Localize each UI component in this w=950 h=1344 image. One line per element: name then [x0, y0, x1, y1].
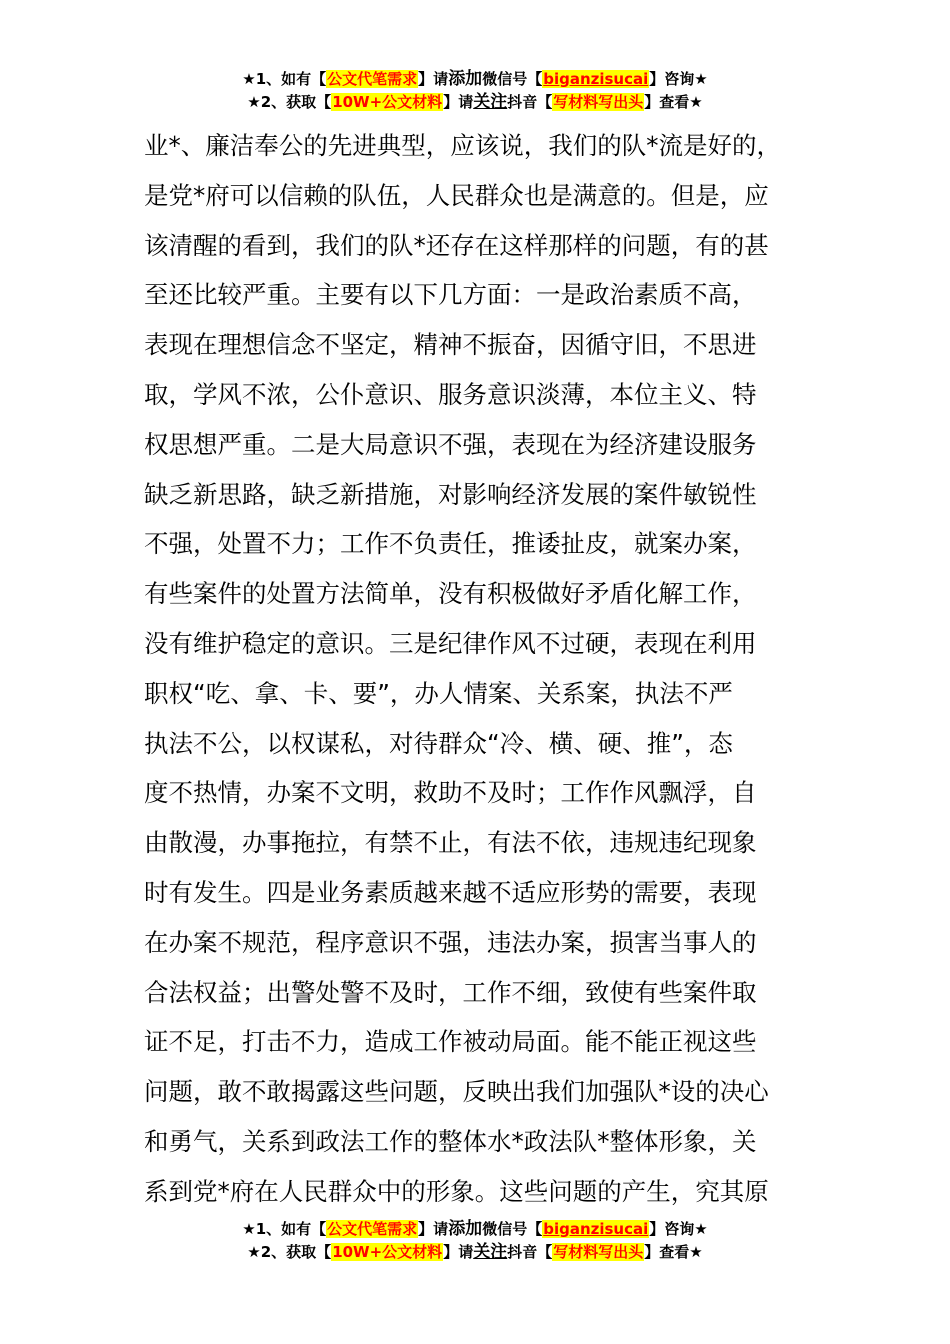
- document-body: [144, 121, 844, 1217]
- promo-text: 】请: [418, 1220, 449, 1238]
- promo-highlight: 10W+公文材料: [332, 93, 443, 111]
- promo-line-1: [0, 68, 950, 91]
- body-line: 有些案件的处置方法简单，没有积极做好矛盾化解工作，: [144, 579, 757, 609]
- body-line: 没有维护稳定的意识。三是纪律作风不过硬，表现在利用: [144, 628, 757, 658]
- body-line: 执法不公，以权谋私，对待群众“冷、横、硬、推”，态: [144, 728, 733, 758]
- promo-line-2: [0, 91, 950, 114]
- body-line: 至还比较严重。主要有以下几方面：一是政治素质不高，: [144, 280, 757, 310]
- promo-wechat-id: biganzisucai: [543, 70, 649, 88]
- body-line: 和勇气，关系到政法工作的整体水*政法队*整体形象，关: [144, 1126, 757, 1156]
- promo-text: 】请: [443, 93, 474, 111]
- promo-text: 】请: [418, 70, 449, 88]
- body-line: 度不热情，办案不文明，救助不及时；工作作风飘浮，自: [144, 778, 757, 808]
- body-line: 不强，处置不力；工作不负责任，推诿扯皮，就案办案，: [144, 529, 757, 559]
- body-line: 职权“吃、拿、卡、要”，办人情案、关系案，执法不严: [144, 678, 733, 708]
- promo-highlight: 公文代笔需求: [327, 1220, 418, 1238]
- top-promo-banner: [0, 68, 950, 114]
- body-line: 由散漫，办事拖拉，有禁不止，有法不依，违规违纪现象: [144, 828, 757, 858]
- body-line: 合法权益；出警处警不及时，工作不细，致使有些案件取: [144, 977, 757, 1007]
- body-line: 证不足，打击不力，造成工作被动局面。能不能正视这些: [144, 1027, 757, 1057]
- body-line: 时有发生。四是业务素质越来越不适应形势的需要，表现: [144, 877, 757, 907]
- body-line: 系到党*府在人民群众中的形象。这些问题的产生，究其原: [144, 1176, 769, 1206]
- promo-text: 抖音【: [507, 1243, 553, 1261]
- body-line: 表现在理想信念不坚定，精神不振奋，因循守旧，不思进: [144, 330, 757, 360]
- promo-text: 微信号【: [482, 1220, 543, 1238]
- promo-emphasis: 关注: [473, 92, 508, 112]
- bottom-promo-banner: [0, 1218, 950, 1264]
- promo-text: 抖音【: [507, 93, 553, 111]
- body-line: 取，学风不浓，公仆意识、服务意识淡薄，本位主义、特: [144, 379, 757, 409]
- promo-text: ★1、如有【: [242, 1220, 327, 1238]
- promo-douyin-id: 写材料写出头: [553, 1243, 644, 1261]
- body-line: 是党*府可以信赖的队伍，人民群众也是满意的。但是，应: [144, 180, 769, 210]
- body-line: 缺乏新思路，缺乏新措施，对影响经济发展的案件敏锐性: [144, 479, 757, 509]
- promo-highlight: 10W+公文材料: [332, 1243, 443, 1261]
- promo-text: 】查看★: [644, 1243, 703, 1261]
- promo-line-1: [0, 1218, 950, 1241]
- promo-douyin-id: 写材料写出头: [553, 93, 644, 111]
- promo-highlight: 公文代笔需求: [327, 70, 418, 88]
- body-line: 业*、廉洁奉公的先进典型，应该说，我们的队*流是好的，: [144, 131, 781, 160]
- promo-line-2: [0, 1241, 950, 1264]
- promo-emphasis: 关注: [473, 1242, 508, 1262]
- promo-text: 微信号【: [482, 70, 543, 88]
- promo-text: ★1、如有【: [242, 70, 327, 88]
- body-line: 问题，敢不敢揭露这些问题，反映出我们加强队*设的决心: [144, 1077, 769, 1107]
- promo-text: 】咨询★: [649, 1220, 708, 1238]
- body-line: 该清醒的看到，我们的队*还存在这样那样的问题，有的甚: [144, 230, 769, 260]
- body-line: 在办案不规范，程序意识不强，违法办案，损害当事人的: [144, 927, 757, 957]
- promo-emphasis: 添加: [448, 69, 483, 89]
- promo-text: 】咨询★: [649, 70, 708, 88]
- promo-text: 】请: [443, 1243, 474, 1261]
- promo-wechat-id: biganzisucai: [543, 1220, 649, 1238]
- promo-text: ★2、获取【: [247, 93, 332, 111]
- promo-emphasis: 添加: [448, 1219, 483, 1239]
- promo-text: 】查看★: [644, 93, 703, 111]
- body-line: 权思想严重。二是大局意识不强，表现在为经济建设服务: [144, 429, 757, 459]
- promo-text: ★2、获取【: [247, 1243, 332, 1261]
